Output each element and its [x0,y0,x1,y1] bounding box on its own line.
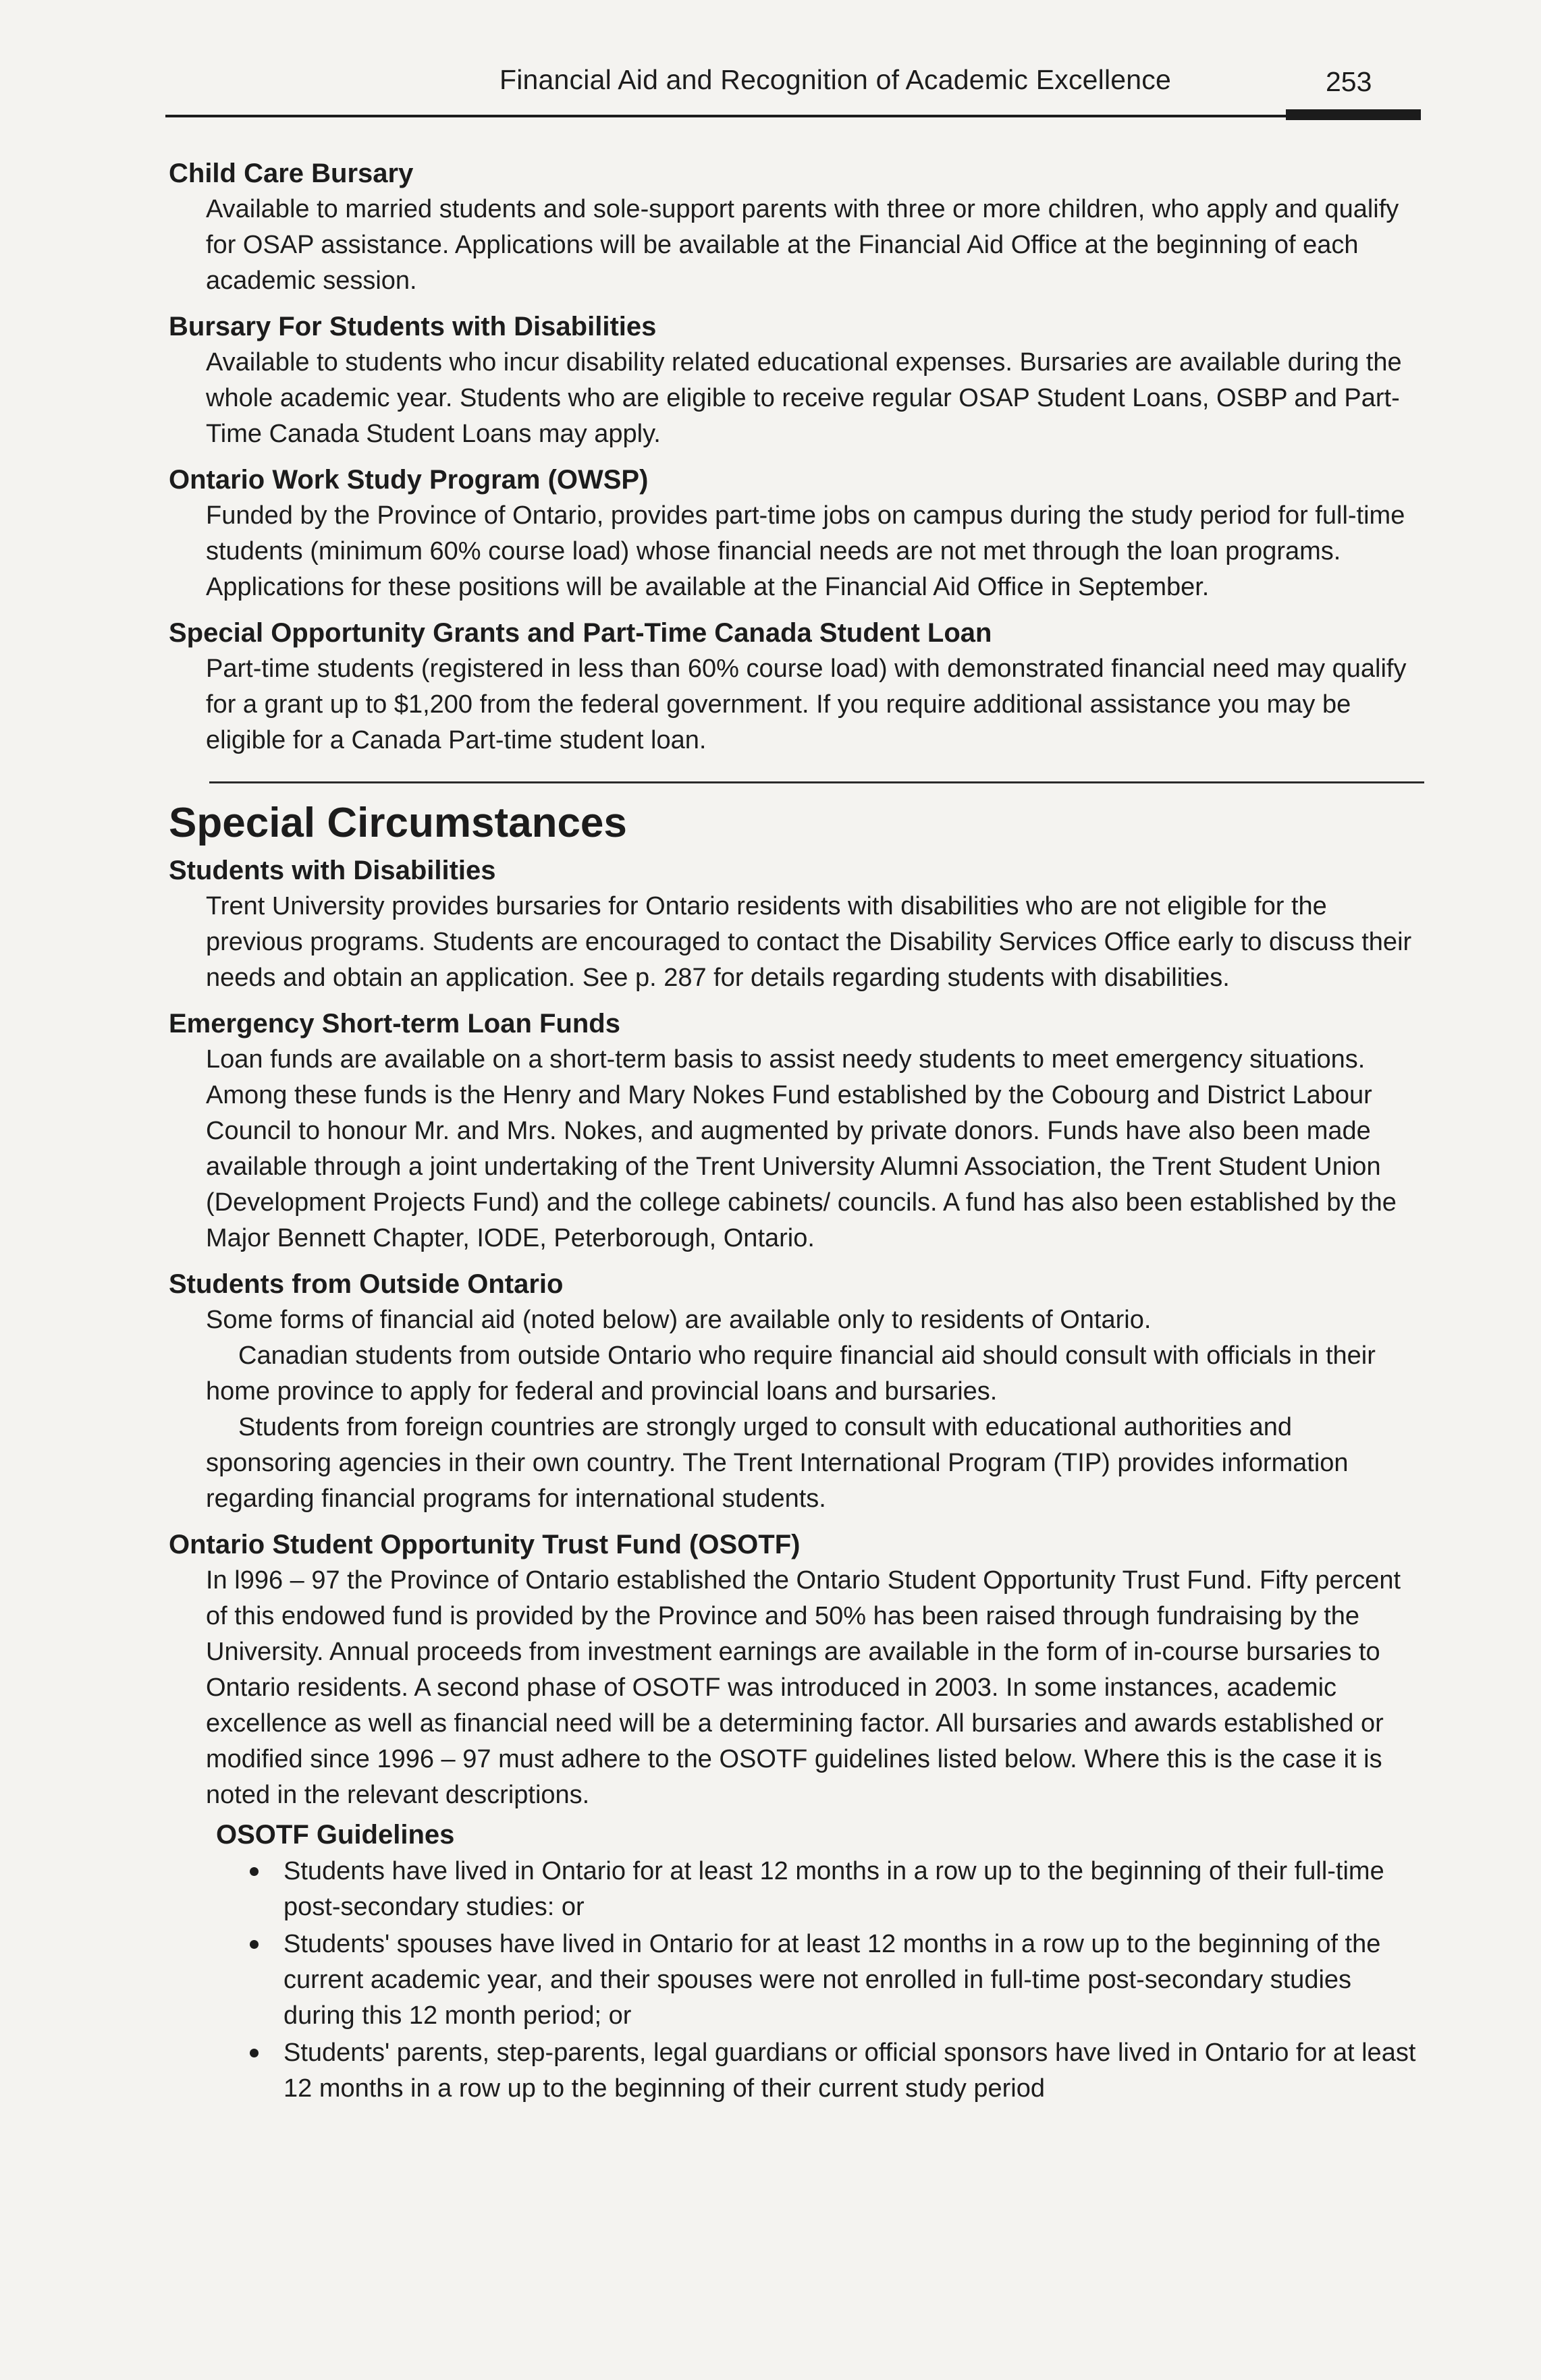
entry-title: Students from Outside Ontario [169,1269,564,1299]
header-rule [165,115,1421,117]
circumstance-entry [169,852,1424,996]
bursary-entry [169,462,1424,605]
bursary-entry [169,308,1424,452]
section-title: Special Circumstances [169,800,627,846]
entry-title: Emergency Short-term Loan Funds [169,1009,620,1039]
list-item-text: Students' spouses have lived in Ontario for at least 12 months in a row up to the beginning of the current academic year, and their spouses were not enrolled in full-time post-secondary studies during this 12 month period; or [283,1930,1381,2030]
paragraph: Students from foreign countries are strongly urged to consult with educational authorities and sponsoring agencies in their own country. The Trent International Program (TIP) provides information regarding financial programs for international students. [206,1413,1349,1513]
entry-body: Available to married students and sole-support parents with three or more children, who apply and qualify for OSAP assistance. Applications will be available at the Financial Aid Office at the beginning of each academic session. [206,195,1399,295]
bursary-entry [169,155,1424,299]
bullet-icon [250,1867,259,1876]
entry-body: Part-time students (registered in less than 60% course load) with demonstrated financial need may qualify for a grant up to $1,200 from the federal government. If you require additional assistance you may be eligible for a Canada Part-time student loan. [206,655,1407,754]
entry-title: Bursary For Students with Disabilities [169,312,657,341]
paragraph: Some forms of financial aid (noted below) are available only to residents of Ontario. [206,1306,1152,1334]
entry-title: Students with Disabilities [169,856,496,885]
guidelines-list [169,1854,1424,2107]
entry-body: Funded by the Province of Ontario, provides part-time jobs on campus during the study period for full-time students (minimum 60% course load) whose financial needs are not met through the loan programs. Applications for these positions will be available at the Financial Aid Office in September. [206,501,1405,601]
list-item [283,1927,1424,2034]
list-item [283,2035,1424,2107]
list-item-text: Students' parents, step-parents, legal guardians or official sponsors have lived in Ontario for at least 12 months in a row up to the beginning of their current study period [283,2039,1416,2103]
list-item [283,1854,1424,1925]
section-divider [209,781,1424,783]
circumstance-entry [169,1005,1424,1256]
entry-title: Special Opportunity Grants and Part-Time Canada Student Loan [169,618,992,648]
entry-title: Ontario Work Study Program (OWSP) [169,465,649,495]
header-tab-marker [1286,109,1421,120]
entry-body: Available to students who incur disability related educational expenses. Bursaries are available during the whole academic year. Students who are eligible to receive regular OSAP Student Loans, OSBP and Part-Time Canada Student Loans may apply. [206,348,1402,448]
page-number: 253 [1326,66,1372,97]
bullet-icon [250,2049,259,2057]
list-item-text: Students have lived in Ontario for at least 12 months in a row up to the beginning of their full-time post-secondary studies: or [283,1857,1384,1921]
entry-body: In l996 – 97 the Province of Ontario established the Ontario Student Opportunity Trust Fund. Fifty percent of this endowed fund is provided by the Province and 50% has been raised through fundraising by the University. Annual proceeds from investment earnings are available in the form of in-course bursaries to Ontario residents. A second phase of OSOTF was introduced in 2003. In some instances, academic excellence as well as financial need will be a determining factor. All bursaries and awards established or modified since 1996 – 97 must adhere to the OSOTF guidelines listed below. Where this is the case it is noted in the relevant descriptions. [206,1566,1401,1809]
entry-title: Child Care Bursary [169,159,414,188]
entry-title: Ontario Student Opportunity Trust Fund (OSOTF) [169,1530,801,1559]
running-header-title: Financial Aid and Recognition of Academic Excellence [499,64,1171,95]
bullet-icon [250,1940,259,1949]
page-content [169,155,1424,2116]
guidelines-heading: OSOTF Guidelines [216,1820,455,1850]
entry-body: Loan funds are available on a short-term basis to assist needy students to meet emergency situations. Among these funds is the Henry and Mary Nokes Fund established by the Cobourg and District Labour Council to honour Mr. and Mrs. Nokes, and augmented by private donors. Funds have also been made available through a joint undertaking of the Trent University Alumni Association, the Trent Student Union (Development Projects Fund) and the college cabinets/ councils. A fund has also been established by the Major Bennett Chapter, IODE, Peterborough, Ontario. [206,1045,1397,1252]
paragraph: Canadian students from outside Ontario who require financial aid should consult with officials in their home province to apply for federal and provincial loans and bursaries. [206,1341,1376,1406]
circumstance-entry [169,1266,1424,1517]
bursary-entry [169,615,1424,758]
entry-body: Trent University provides bursaries for Ontario residents with disabilities who are not eligible for the previous programs. Students are encouraged to contact the Disability Services Office early to discuss their needs and obtain an application. See p. 287 for details regarding students with disabilities. [206,892,1412,992]
circumstance-entry [169,1526,1424,2107]
